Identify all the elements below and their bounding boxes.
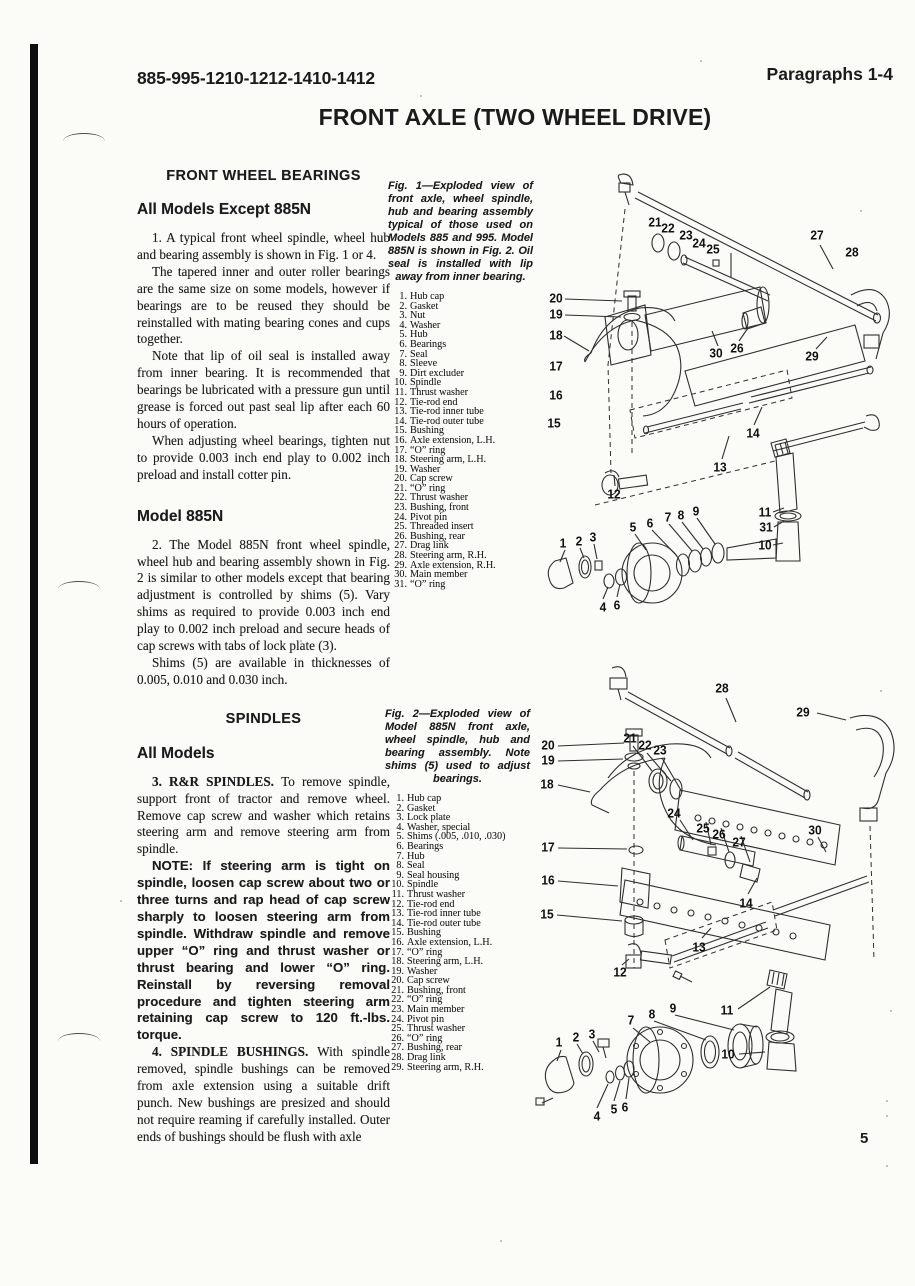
diagram-callout-28: 28 <box>715 680 729 696</box>
header-model-numbers: 885-995-1210-1212-1410-1412 <box>137 68 375 88</box>
paragraph-2: 2. The Model 885N front wheel spindle, wheel hub and bearing assembly shown in Fig. 2 is similar to other models except that bearing adjustment is controlled by shims (5). Vary shims as required to provide 0.003 inch end play to 0.002 inch preload and secure heads of cap screws with tabs of lock plate (3). <box>137 536 390 654</box>
part-number: 20. <box>394 473 407 485</box>
diagram-callout-17: 17 <box>541 839 555 855</box>
fig1-artwork <box>535 165 905 630</box>
binding-edge-bar <box>30 44 38 1164</box>
part-label: Washer, special <box>407 821 471 833</box>
fig1-exploded-diagram <box>535 165 905 630</box>
part-label: Main member <box>410 569 468 581</box>
part-number: 12. <box>394 396 407 408</box>
part-label: Steering arm, R.H. <box>407 1061 484 1073</box>
diagram-callout-9: 9 <box>692 503 700 519</box>
part-label: Tie-rod inner tube <box>407 908 481 920</box>
diagram-callout-10: 10 <box>721 1046 735 1062</box>
part-label: Pivot pin <box>407 1013 445 1025</box>
part-number: 27. <box>394 540 407 552</box>
diagram-callout-6: 6 <box>613 597 621 613</box>
diagram-callout-6: 6 <box>621 1099 629 1115</box>
part-label: Sleeve <box>410 358 438 370</box>
diagram-callout-11: 11 <box>720 1002 734 1018</box>
paragraph-4-spindle-bushings <box>137 1044 390 1145</box>
diagram-callout-20: 20 <box>549 290 563 306</box>
subheading-all-models-except-885n: All Models Except 885N <box>137 201 312 218</box>
part-number: 31. <box>394 578 407 590</box>
part-label: Pivot pin <box>410 511 448 523</box>
diagram-callout-21: 21 <box>648 214 662 230</box>
diagram-callout-24: 24 <box>692 235 706 251</box>
part-label: Bushing, rear <box>410 530 465 542</box>
diagram-callout-1: 1 <box>559 535 567 551</box>
diagram-callout-13: 13 <box>692 939 706 955</box>
pencil-arc-mark <box>63 133 105 149</box>
part-label: Gasket <box>407 802 436 814</box>
part-label: Shims (.005, .010, .030) <box>407 831 506 843</box>
scan-noise-dot <box>420 95 422 97</box>
part-number: 19. <box>394 463 407 475</box>
part-number: 25. <box>394 521 407 533</box>
diagram-callout-22: 22 <box>661 220 675 236</box>
diagram-callout-15: 15 <box>540 906 554 922</box>
part-number: 26. <box>394 530 407 542</box>
diagram-callout-12: 12 <box>613 964 627 980</box>
diagram-callout-6: 6 <box>646 515 654 531</box>
paragraph-3-rr-spindles <box>137 774 390 859</box>
part-number: 3. <box>396 812 404 824</box>
diagram-callout-21: 21 <box>623 730 637 746</box>
diagram-callout-28: 28 <box>845 244 859 260</box>
part-number: 6. <box>396 840 404 852</box>
part-label: Bushing <box>407 927 441 939</box>
part-number: 22. <box>391 994 404 1006</box>
part-label: Tie-rod inner tube <box>410 406 484 418</box>
part-number: 7. <box>399 348 407 360</box>
section-heading-front-wheel-bearings: FRONT WHEEL BEARINGS <box>166 168 361 184</box>
part-number: 17. <box>391 946 404 958</box>
part-number: 16. <box>391 936 404 948</box>
diagram-callout-23: 23 <box>653 742 667 758</box>
part-label: Drag link <box>410 540 449 552</box>
part-label: “O” ring <box>407 946 443 958</box>
paragraph-oil-seal-note: Note that lip of oil seal is installed away from inner bearing. It is recommended that bearings be lubricated with a pressure gun until grease is forced out past seal lip after each 60 hours of operation. <box>137 348 390 431</box>
part-label: Washer <box>407 965 438 977</box>
diagram-callout-10: 10 <box>758 537 772 553</box>
part-label: Lock plate <box>407 812 451 824</box>
fig2-caption: Fig. 2—Exploded view of Model 885N front axle, wheel spindle, hub and bearing assembly. Note shims (5) used to adjust bearings. <box>385 708 530 785</box>
part-number: 15. <box>394 425 407 437</box>
part-label: Washer <box>410 319 441 331</box>
part-label: Axle extension, R.H. <box>410 559 496 571</box>
diagram-callout-19: 19 <box>541 752 555 768</box>
diagram-callout-2: 2 <box>575 533 583 549</box>
diagram-callout-22: 22 <box>638 737 652 753</box>
part-number: 5. <box>396 831 404 843</box>
pencil-arc-mark <box>58 1033 100 1049</box>
part-number: 27. <box>391 1042 404 1054</box>
part-label: Threaded insert <box>410 521 474 533</box>
diagram-callout-24: 24 <box>667 805 681 821</box>
part-label: Bushing, front <box>407 984 466 996</box>
part-number: 14. <box>394 415 407 427</box>
part-number: 2. <box>396 802 404 814</box>
diagram-callout-9: 9 <box>669 1000 677 1016</box>
scan-noise-dot <box>886 1165 888 1167</box>
subheading-model-885n: Model 885N <box>137 507 224 525</box>
part-number: 29. <box>391 1061 404 1073</box>
note-paragraph: NOTE: If steering arm is tight on spindle, loosen cap screw about two or three turns and rap head of cap screw sharply to loosen steering arm from spindle. Withdraw spindle and remove upper “O” ring and thrust washer or thrust bearing and lower “O” ring. Reinstall by reversing removal procedure and tighten steering arm retaining cap screw to 120 ft.-lbs. torque. <box>137 858 390 1043</box>
part-number: 12. <box>391 898 404 910</box>
part-label: Steering arm, L.H. <box>410 454 487 466</box>
diagram-callout-14: 14 <box>746 425 760 441</box>
diagram-callout-17: 17 <box>549 358 563 374</box>
part-label: Seal <box>410 348 428 360</box>
scan-noise-dot <box>120 900 122 902</box>
part-label: “O” ring <box>410 482 446 494</box>
part-label: Tie-rod end <box>407 898 455 910</box>
part-label: Tie-rod end <box>410 396 458 408</box>
diagram-callout-31: 31 <box>759 519 773 535</box>
diagram-callout-3: 3 <box>588 1026 596 1042</box>
part-number: 24. <box>391 1013 404 1025</box>
part-label: Axle extension, L.H. <box>410 434 496 446</box>
part-row <box>388 580 546 590</box>
part-label: Seal housing <box>407 869 460 881</box>
part-label: “O” ring <box>410 444 446 456</box>
diagram-callout-13: 13 <box>713 459 727 475</box>
fig1-parts-list <box>388 292 546 589</box>
diagram-callout-7: 7 <box>664 509 672 525</box>
part-label: Main member <box>407 1004 465 1016</box>
part-label: Gasket <box>410 300 439 312</box>
paragraph-adjusting-bearings: When adjusting wheel bearings, tighten nut to provide 0.003 inch end play to 0.002 inch preload and install cotter pin. <box>137 432 390 482</box>
part-label: Washer <box>410 463 441 475</box>
paragraph-3-body: To remove spindle, support front of tractor and remove wheel. Remove cap screw and washer which retains steering arm and remove steering arm from spindle. <box>137 773 390 857</box>
part-label: Thrust washer <box>410 492 468 504</box>
part-label: Steering arm, R.H. <box>410 550 487 562</box>
part-label: Tie-rod outer tube <box>410 415 484 427</box>
paragraph-4-body: With spindle removed, spindle bushings can be removed from axle extension using a suitable drift punch. New bushings are presized and should not require reaming if carefully installed. Outer ends of bushings should be flush with axle <box>137 1044 390 1144</box>
fig2-artwork <box>530 640 905 1140</box>
subheading-all-models: All Models <box>137 744 215 762</box>
diagram-callout-18: 18 <box>540 776 554 792</box>
part-number: 11. <box>394 386 407 398</box>
part-number: 24. <box>394 511 407 523</box>
diagram-callout-20: 20 <box>541 737 555 753</box>
diagram-callout-27: 27 <box>732 834 746 850</box>
part-number: 28. <box>394 550 407 562</box>
diagram-callout-23: 23 <box>679 227 693 243</box>
part-row <box>385 1063 543 1073</box>
part-number: 9. <box>396 869 404 881</box>
diagram-callout-14: 14 <box>739 895 753 911</box>
part-number: 29. <box>394 559 407 571</box>
part-number: 19. <box>391 965 404 977</box>
paragraph-3-lead: 3. R&R SPINDLES. <box>152 773 282 789</box>
page-title: FRONT AXLE (TWO WHEEL DRIVE) <box>318 104 712 130</box>
part-number: 7. <box>396 850 404 862</box>
fig2-parts-list <box>385 794 543 1072</box>
part-label: Bearings <box>407 840 444 852</box>
part-label: Spindle <box>407 879 439 891</box>
part-label: Dirt excluder <box>410 367 465 379</box>
part-label: Bushing, rear <box>407 1042 462 1054</box>
diagram-callout-5: 5 <box>629 519 637 535</box>
left-text-column <box>137 168 390 1146</box>
part-number: 23. <box>391 1004 404 1016</box>
part-label: Bushing <box>410 425 444 437</box>
part-number: 11. <box>391 888 404 900</box>
part-label: Hub cap <box>407 793 442 804</box>
part-number: 20. <box>391 975 404 987</box>
part-number: 10. <box>394 377 407 389</box>
part-label: Hub cap <box>410 291 445 302</box>
diagram-callout-16: 16 <box>541 872 555 888</box>
scan-noise-dot <box>500 1240 502 1242</box>
diagram-callout-25: 25 <box>696 820 710 836</box>
part-number: 2. <box>399 300 407 312</box>
part-number: 10. <box>391 879 404 891</box>
part-number: 1. <box>399 291 407 302</box>
part-label: “O” ring <box>410 578 446 590</box>
part-number: 13. <box>394 406 407 418</box>
diagram-callout-30: 30 <box>709 345 723 361</box>
part-label: Hub <box>410 329 428 341</box>
diagram-callout-5: 5 <box>610 1101 618 1117</box>
fig1-caption-block <box>388 180 546 589</box>
part-number: 21. <box>394 482 407 494</box>
part-number: 4. <box>399 319 407 331</box>
part-label: “O” ring <box>407 994 443 1006</box>
diagram-callout-27: 27 <box>810 227 824 243</box>
diagram-callout-3: 3 <box>589 529 597 545</box>
part-number: 5. <box>399 329 407 341</box>
part-label: Cap screw <box>410 473 453 485</box>
part-number: 14. <box>391 917 404 929</box>
diagram-callout-19: 19 <box>549 306 563 322</box>
paragraph-4-lead: 4. SPINDLE BUSHINGS. <box>152 1044 318 1060</box>
part-label: Steering arm, L.H. <box>407 956 484 968</box>
diagram-callout-7: 7 <box>627 1012 635 1028</box>
part-number: 4. <box>396 821 404 833</box>
paragraph-1: 1. A typical front wheel spindle, wheel hub and bearing assembly is shown in Fig. 1 or 4. <box>137 230 390 262</box>
part-label: Axle extension, L.H. <box>407 936 493 948</box>
part-number: 21. <box>391 984 404 996</box>
diagram-callout-26: 26 <box>712 826 726 842</box>
paragraph-tapered-bearings: The tapered inner and outer roller bearings are the same size on some models, however if bearings are to be reused they should be reinstalled with mating bearing cones and cups together. <box>137 263 390 347</box>
part-number: 30. <box>394 569 407 581</box>
diagram-callout-16: 16 <box>549 387 563 403</box>
diagram-callout-12: 12 <box>607 486 621 502</box>
part-label: Spindle <box>410 377 442 389</box>
part-number: 6. <box>399 338 407 350</box>
diagram-callout-15: 15 <box>547 415 561 431</box>
part-number: 3. <box>399 310 407 322</box>
part-number: 28. <box>391 1052 404 1064</box>
diagram-callout-25: 25 <box>706 241 720 257</box>
part-number: 1. <box>396 793 404 804</box>
scan-noise-dot <box>700 60 702 62</box>
diagram-callout-29: 29 <box>805 348 819 364</box>
diagram-callout-4: 4 <box>593 1108 601 1124</box>
part-number: 18. <box>391 956 404 968</box>
part-number: 18. <box>394 454 407 466</box>
part-label: Bushing, front <box>410 502 469 514</box>
part-number: 15. <box>391 927 404 939</box>
fig1-caption: Fig. 1—Exploded view of front axle, wheel spindle, hub and bearing assembly typical of those used on Models 885 and 995. Model 885N is shown in Fig. 2. Oil seal is installed with lip away from inner bearing. <box>388 180 533 283</box>
fig2-exploded-diagram <box>530 640 905 1140</box>
diagram-callout-8: 8 <box>677 507 685 523</box>
part-label: Tie-rod outer tube <box>407 917 481 929</box>
diagram-callout-30: 30 <box>808 822 822 838</box>
part-number: 17. <box>394 444 407 456</box>
part-label: Cap screw <box>407 975 450 987</box>
part-number: 8. <box>399 358 407 370</box>
part-label: Thrust washer <box>410 386 468 398</box>
header-paragraphs-ref: Paragraphs 1-4 <box>766 64 893 84</box>
part-number: 8. <box>396 860 404 872</box>
part-label: Bearings <box>410 338 447 350</box>
part-number: 13. <box>391 908 404 920</box>
part-label: Drag link <box>407 1052 446 1064</box>
diagram-callout-4: 4 <box>599 599 607 615</box>
section-heading-spindles: SPINDLES <box>225 710 302 727</box>
part-number: 9. <box>399 367 407 379</box>
part-label: Seal <box>407 860 425 872</box>
part-label: “O” ring <box>407 1032 443 1044</box>
part-label: Thrust washer <box>407 1023 465 1035</box>
part-number: 22. <box>394 492 407 504</box>
fig2-caption-block <box>385 708 543 1072</box>
part-label: Nut <box>410 310 426 322</box>
diagram-callout-29: 29 <box>796 704 810 720</box>
diagram-callout-18: 18 <box>549 327 563 343</box>
part-number: 26. <box>391 1032 404 1044</box>
part-number: 16. <box>394 434 407 446</box>
diagram-callout-11: 11 <box>758 504 772 520</box>
diagram-callout-8: 8 <box>648 1006 656 1022</box>
part-label: Thrust washer <box>407 888 465 900</box>
paragraph-shims-availability: Shims (5) are available in thicknesses of 0.005, 0.010 and 0.030 inch. <box>137 654 390 687</box>
part-number: 25. <box>391 1023 404 1035</box>
pencil-arc-mark <box>58 581 100 597</box>
part-label: Hub <box>407 850 425 862</box>
diagram-callout-2: 2 <box>572 1029 580 1045</box>
part-number: 23. <box>394 502 407 514</box>
diagram-callout-1: 1 <box>555 1034 563 1050</box>
diagram-callout-26: 26 <box>730 340 744 356</box>
page-number: 5 <box>860 1130 869 1147</box>
